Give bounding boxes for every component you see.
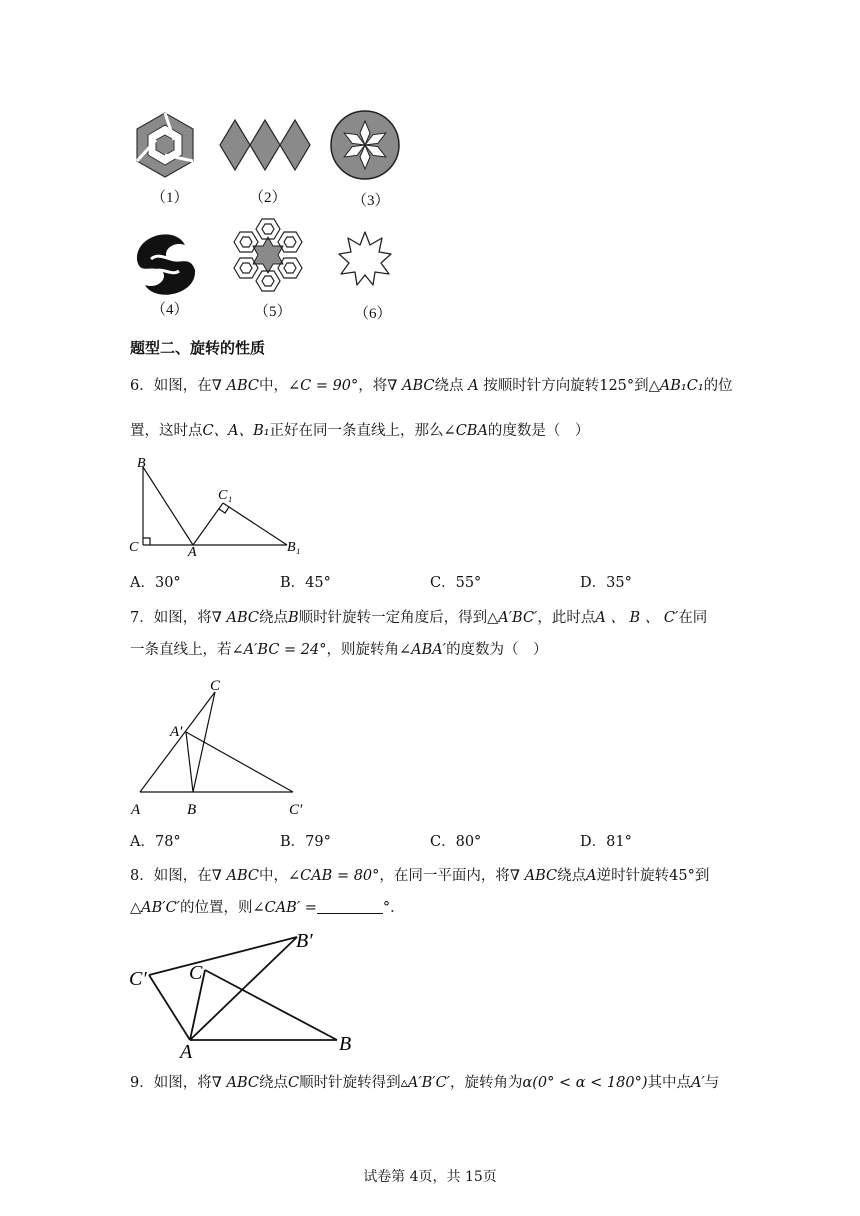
q6-option-b[interactable]: B．45° bbox=[280, 575, 331, 591]
q8-label-B1: B′ bbox=[296, 930, 313, 952]
q8-text: 中， bbox=[258, 868, 288, 884]
q7-text: ，则旋转角 bbox=[326, 642, 400, 658]
q8-label-B: B bbox=[339, 1033, 352, 1055]
q7-label-A1: A′ bbox=[170, 724, 183, 740]
q8-triangle: ∇ ABC bbox=[509, 868, 558, 884]
q8-line-1 bbox=[130, 866, 709, 886]
q6-label-A: A bbox=[188, 545, 197, 560]
q7-label-C1: C′ bbox=[289, 802, 303, 817]
figure-2-diamonds bbox=[220, 120, 310, 170]
q7-option-d[interactable]: D．81° bbox=[580, 834, 632, 850]
q6-text: 按顺时针方向旋转125°到 bbox=[483, 378, 649, 394]
q9-point: C bbox=[287, 1075, 300, 1091]
q7-label-A: A bbox=[131, 802, 141, 817]
q7-option-b[interactable]: B．79° bbox=[280, 834, 331, 850]
q7-line-2 bbox=[130, 640, 548, 660]
q9-angle-range: α(0° < α < 180°) bbox=[522, 1075, 648, 1091]
q8-text: ，在同一平面内，将 bbox=[379, 868, 510, 884]
figure-1-hex-knot bbox=[137, 113, 193, 177]
q7-text: ，此时点 bbox=[537, 610, 596, 626]
q8-label-C1: C′ bbox=[129, 968, 147, 990]
q6-text: 置，这时点 bbox=[130, 423, 203, 439]
q6-text: ，将 bbox=[358, 378, 388, 394]
q7-text: 7．如图，将 bbox=[130, 610, 212, 626]
q8-point: A bbox=[586, 868, 597, 884]
q8-text: °． bbox=[382, 900, 405, 916]
figure-caption-3: （3） bbox=[352, 193, 390, 209]
q6-label-C1: C₁ bbox=[218, 488, 233, 503]
q6-text: 中， bbox=[258, 378, 288, 394]
q7-diagram bbox=[125, 672, 325, 817]
figure-3-circle-star bbox=[331, 111, 399, 179]
q7-text: 的度数为（ ） bbox=[446, 642, 548, 658]
figure-grid bbox=[120, 105, 420, 325]
q7-angle: ∠ABA′ bbox=[399, 642, 447, 658]
q6-angle: ∠C = 90° bbox=[287, 378, 359, 394]
figure-caption-6: （6） bbox=[354, 306, 392, 322]
q6-text: 绕点 bbox=[434, 378, 464, 394]
q8-text: 8．如图，在 bbox=[130, 868, 212, 884]
section-heading: 题型二、旋转的性质 bbox=[130, 339, 266, 357]
q7-label-C: C bbox=[210, 678, 221, 694]
figure-4-swirl bbox=[137, 234, 195, 294]
q6-triangle: △AB₁C₁ bbox=[648, 378, 704, 394]
q8-triangle: ∇ ABC bbox=[211, 868, 259, 884]
q6-option-c[interactable]: C．55° bbox=[430, 575, 482, 591]
q7-triangle: △A′BC′ bbox=[487, 610, 538, 626]
q7-label-B: B bbox=[187, 802, 197, 817]
q6-point: B₁ bbox=[253, 423, 270, 439]
q6-text: 正好在同一条直线上，那么 bbox=[269, 423, 444, 439]
q8-label-A: A bbox=[180, 1041, 193, 1060]
q8-line-2 bbox=[130, 898, 405, 918]
q6-option-d[interactable]: D．35° bbox=[580, 575, 632, 591]
q6-text: 6．如图，在 bbox=[130, 378, 212, 394]
q6-triangle: ∇ ABC bbox=[387, 378, 435, 394]
q7-option-a[interactable]: A．78° bbox=[130, 834, 181, 850]
q7-points: A 、 B 、 C′ bbox=[595, 610, 679, 626]
q6-line-1 bbox=[130, 376, 733, 396]
q6-line-2 bbox=[130, 421, 589, 441]
q7-text: 在同 bbox=[678, 610, 708, 626]
q6-diagram bbox=[125, 455, 315, 560]
figure-6-flower bbox=[339, 232, 391, 285]
q7-text: 顺时针旋转一定角度后，得到 bbox=[298, 610, 488, 626]
q9-text: 与 bbox=[704, 1075, 720, 1091]
figure-caption-2: （2） bbox=[249, 190, 287, 206]
q8-angle: ∠CAB′ = bbox=[252, 900, 317, 916]
figure-5-hexagon-star bbox=[234, 219, 302, 291]
q9-text: 绕点 bbox=[258, 1075, 288, 1091]
q8-angle: ∠CAB = 80° bbox=[287, 868, 380, 884]
q6-label-B: B bbox=[137, 456, 146, 471]
q7-triangle: ∇ ABC bbox=[211, 610, 259, 626]
figure-caption-5: （5） bbox=[254, 304, 292, 320]
q7-line-1 bbox=[130, 608, 707, 628]
q6-label-C: C bbox=[129, 540, 139, 555]
q8-text: 逆时针旋转45°到 bbox=[596, 868, 710, 884]
figure-caption-4: （4） bbox=[151, 302, 189, 318]
q6-text: 的位 bbox=[703, 378, 733, 394]
q9-triangle: ▵A′B′C′ bbox=[400, 1075, 450, 1091]
q9-point: A′ bbox=[691, 1075, 705, 1091]
q7-option-c[interactable]: C．80° bbox=[430, 834, 482, 850]
q9-text: 顺时针旋转得到 bbox=[299, 1075, 401, 1091]
q7-text: 绕点 bbox=[258, 610, 288, 626]
q7-text: 一条直线上，若 bbox=[130, 642, 232, 658]
q9-line-1 bbox=[130, 1073, 719, 1093]
q9-triangle: ∇ ABC bbox=[211, 1075, 259, 1091]
q9-text: ，旋转角为 bbox=[449, 1075, 523, 1091]
q7-angle: ∠A′BC = 24° bbox=[231, 642, 327, 658]
q6-label-B1: B₁ bbox=[287, 540, 301, 555]
q6-option-a[interactable]: A．30° bbox=[130, 575, 181, 591]
q7-point: B bbox=[287, 610, 299, 626]
q8-triangle: △AB′C′ bbox=[130, 900, 180, 916]
q8-text: 的位置，则 bbox=[179, 900, 253, 916]
q6-points: C、A、 bbox=[202, 423, 254, 439]
q6-triangle: ∇ ABC bbox=[211, 378, 259, 394]
q8-answer-blank[interactable] bbox=[317, 899, 383, 914]
q6-text: 的度数是（ ） bbox=[487, 423, 590, 439]
figure-caption-1: （1） bbox=[151, 190, 189, 206]
page-footer: 试卷第 4页，共 15页 bbox=[363, 1169, 497, 1185]
q6-angle: ∠CBA bbox=[443, 423, 488, 439]
q9-text: 9．如图，将 bbox=[130, 1075, 212, 1091]
q9-text: 其中点 bbox=[647, 1075, 692, 1091]
q8-diagram bbox=[125, 925, 365, 1060]
q8-label-C: C bbox=[189, 962, 203, 984]
q8-text: 绕点 bbox=[557, 868, 587, 884]
q6-point: A bbox=[468, 378, 479, 394]
